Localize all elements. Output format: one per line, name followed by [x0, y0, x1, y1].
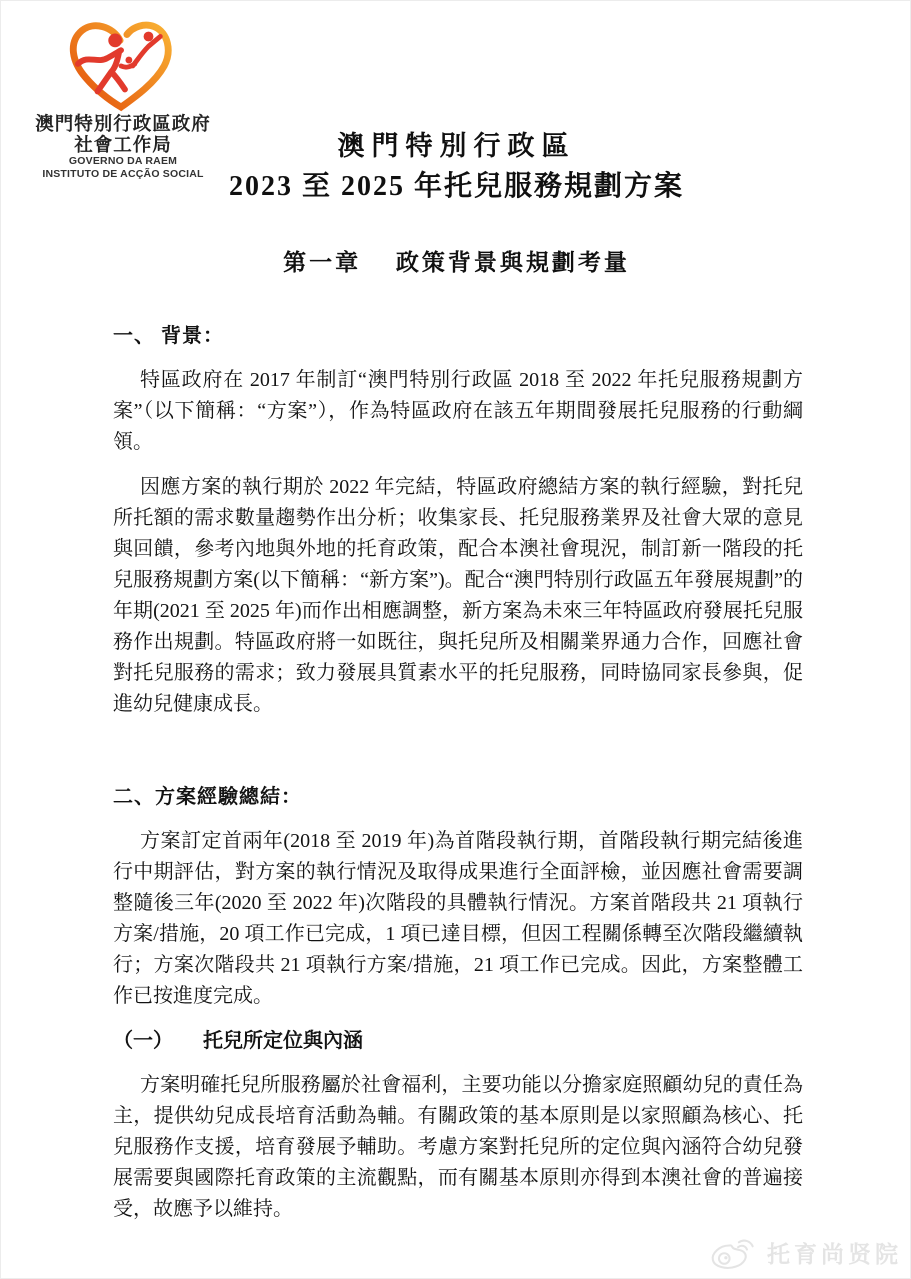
subsection-number: （一）	[113, 1030, 173, 1052]
chapter-heading: 第一章 政策背景與規劃考量	[283, 250, 630, 275]
org-name-zh-line1: 澳門特別行政區政府	[35, 113, 211, 134]
paragraph: 因應方案的執行期於 2022 年完結，特區政府總結方案的執行經驗，對托兒所托額的需求數量趨勢作出分析；收集家長、托兒服務業界及社會大眾的意見與回饋，參考內地與外地的托育政策，配合本澳社會現況，制訂新一階段的托兒服務規劃方案(以下簡稱：“新方案”)。配合“澳門特別行政區五年發展規劃”的年期(2021 至 2025 年)而作出相應調整，新方案為未來三年特區政府發展托兒服務作出規劃。特區政府將一如既往，與托兒所及相關業界通力合作，回應社會對托兒服務的需求；致力發展具質素水平的托兒服務，同時協同家長參與，促進幼兒健康成長。	[113, 476, 803, 715]
document-body	[113, 321, 803, 1239]
paragraph: 方案明確托兒所服務屬於社會福利，主要功能以分擔家庭照顧幼兒的責任為主，提供幼兒成長培育活動為輔。有關政策的基本原則是以家照顧為核心、托兒服務作支援，培育發展予輔助。考慮方案對托兒所的定位與內涵符合幼兒發展需要與國際托育政策的主流觀點，而有關基本原則亦得到本澳社會的普遍接受，故應予以維持。	[113, 1074, 803, 1220]
watermark	[708, 1232, 902, 1272]
heart-logo-icon	[64, 11, 182, 113]
weibo-icon	[708, 1232, 760, 1272]
right-figure-head	[144, 32, 154, 42]
document-title	[1, 130, 911, 204]
document-title-line2: 2023 至 2025 年托兒服務規劃方案	[228, 171, 684, 202]
paragraph: 特區政府在 2017 年制訂“澳門特別行政區 2018 至 2022 年托兒服務規劃方案”（以下簡稱：“方案”），作為特區政府在該五年期間發展托兒服務的行動綱領。	[113, 369, 803, 453]
left-figure-head	[108, 34, 122, 48]
org-name-zh-line2: 社會工作局	[74, 134, 172, 155]
weibo-eye	[719, 1253, 730, 1264]
subsection-title: 托兒所定位與內涵	[203, 1030, 363, 1052]
org-name-pt-line2: INSTITUTO DE ACÇÃO SOCIAL	[42, 168, 204, 180]
document-title-line1: 澳門特別行政區	[337, 131, 576, 161]
weibo-pupil	[724, 1256, 727, 1259]
watermark-text: 托育尚贤院	[767, 1240, 902, 1267]
paragraph: 方案訂定首兩年(2018 至 2019 年)為首階段執行期，首階段執行期完結後進行中期評估，對方案的執行情況及取得成果進行全面評檢，並因應社會需要調整隨後三年(2020 至 2022 年)次階段的具體執行情況。方案首階段共 21 項執行方案/措施，20 項工作已完成，1 項已達目標，但因工程關係轉至次階段繼續執行；方案次階段共 21 項執行方案/措施，21 項工作已完成。因此，方案整體工作已按進度完成。	[113, 830, 803, 1007]
section-heading-experience-summary: 二、方案經驗總結：	[113, 786, 302, 808]
subsection-heading-positioning	[113, 1026, 803, 1057]
section-heading-background: 一、 背景：	[113, 325, 224, 347]
small-heart-dot	[125, 57, 132, 64]
org-name-pt-line1: GOVERNO DA RAEM	[68, 155, 178, 167]
